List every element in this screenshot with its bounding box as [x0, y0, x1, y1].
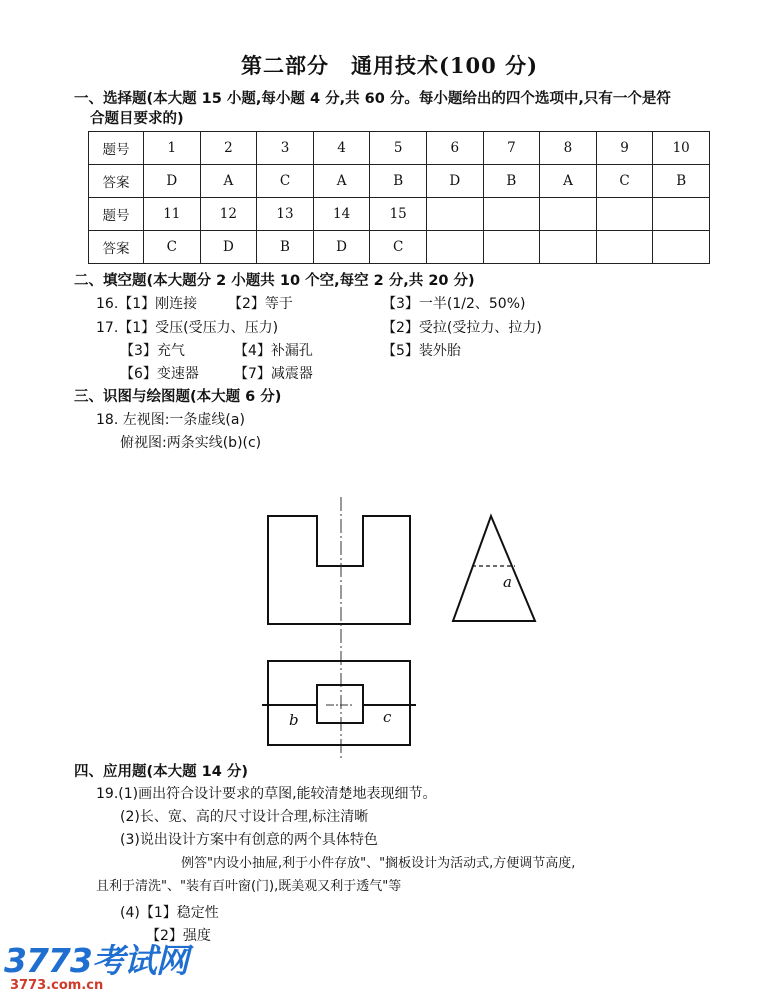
top-view-inner	[317, 685, 363, 723]
section1-heading-line2: 合题目要求的)	[90, 111, 184, 127]
q17-answer-5: 【5】装外胎	[382, 343, 461, 359]
table-cell: 4	[313, 132, 370, 165]
q19-line-7: 【2】强度	[146, 928, 211, 944]
q18-line-2: 俯视图:两条实线(b)(c)	[120, 435, 262, 451]
label-a: a	[503, 573, 512, 591]
table-cell: B	[370, 165, 427, 198]
table-cell: A	[540, 165, 597, 198]
table-cell: 7	[483, 132, 540, 165]
site-logo[interactable]	[4, 941, 188, 993]
row-label-number: 题号	[89, 198, 144, 231]
q19-line-3: (3)说出设计方案中有创意的两个具体特色	[120, 832, 378, 848]
q17-answer-6: 【6】变速器	[120, 366, 199, 382]
left-view-triangle	[453, 516, 535, 621]
q19-line-5: 且利于清洗"、"装有百叶窗(门),既美观又利于透气"等	[96, 879, 402, 894]
logo-text: 3773考试网	[4, 941, 188, 980]
table-cell: 10	[653, 132, 710, 165]
table-cell: 13	[257, 198, 314, 231]
row-label-number: 题号	[89, 132, 144, 165]
logo-url: 3773.com.cn	[10, 978, 104, 993]
row-label-answer: 答案	[89, 165, 144, 198]
q17-answer-3: 【3】充气	[120, 343, 185, 359]
table-cell: 8	[540, 132, 597, 165]
page-title: 第二部分 通用技术(100 分)	[240, 53, 539, 78]
q17-answer-1: 17.【1】受压(受压力、压力)	[96, 320, 279, 336]
table-cell: A	[313, 165, 370, 198]
section4-heading: 四、应用题(本大题 14 分)	[74, 764, 249, 780]
top-view-outline	[268, 661, 410, 745]
label-c: c	[383, 708, 392, 726]
table-cell: 3	[257, 132, 314, 165]
q16-answer-2: 【2】等于	[228, 296, 293, 312]
table-cell: 5	[370, 132, 427, 165]
table-cell: 15	[370, 198, 427, 231]
table-cell: C	[257, 165, 314, 198]
table-cell: C	[596, 165, 653, 198]
table-cell: C	[144, 231, 201, 264]
table-cell: 6	[426, 132, 483, 165]
table-cell: 11	[144, 198, 201, 231]
table-cell: 9	[596, 132, 653, 165]
table-cell: 1	[144, 132, 201, 165]
q17-answer-2: 【2】受拉(受拉力、拉力)	[382, 320, 542, 336]
q17-answer-4: 【4】补漏孔	[234, 343, 313, 359]
table-cell: B	[257, 231, 314, 264]
label-b: b	[289, 711, 299, 729]
q16-answer-3: 【3】一半(1/2、50%)	[382, 296, 526, 312]
table-cell: C	[370, 231, 427, 264]
section2-heading: 二、填空题(本大题分 2 小题共 10 个空,每空 2 分,共 20 分)	[74, 273, 475, 289]
q19-line-4: 例答"内设小抽屉,利于小件存放"、"搁板设计为活动式,方便调节高度,	[181, 856, 576, 871]
q19-line-6: (4)【1】稳定性	[120, 905, 219, 921]
section3-heading: 三、识图与绘图题(本大题 6 分)	[74, 389, 282, 405]
table-cell: D	[200, 231, 257, 264]
table-cell: A	[200, 165, 257, 198]
q18-line-1: 18. 左视图:一条虚线(a)	[96, 412, 245, 428]
table-cell: B	[483, 165, 540, 198]
table-cell: 2	[200, 132, 257, 165]
q17-answer-7: 【7】减震器	[234, 366, 313, 382]
table-cell: D	[144, 165, 201, 198]
table-cell: D	[313, 231, 370, 264]
table-cell: 14	[313, 198, 370, 231]
q19-line-2: (2)长、宽、高的尺寸设计合理,标注清晰	[120, 809, 369, 825]
table-cell: B	[653, 165, 710, 198]
q16-answer-1: 16.【1】刚连接	[96, 296, 198, 312]
front-view	[268, 516, 410, 624]
table-cell: D	[426, 165, 483, 198]
table-cell: 12	[200, 198, 257, 231]
row-label-answer: 答案	[89, 231, 144, 264]
section1-heading-line1: 一、选择题(本大题 15 小题,每小题 4 分,共 60 分。每小题给出的四个选项中,只有一个是符	[74, 91, 671, 107]
q19-line-1: 19.(1)画出符合设计要求的草图,能较清楚地表现细节。	[96, 786, 437, 802]
